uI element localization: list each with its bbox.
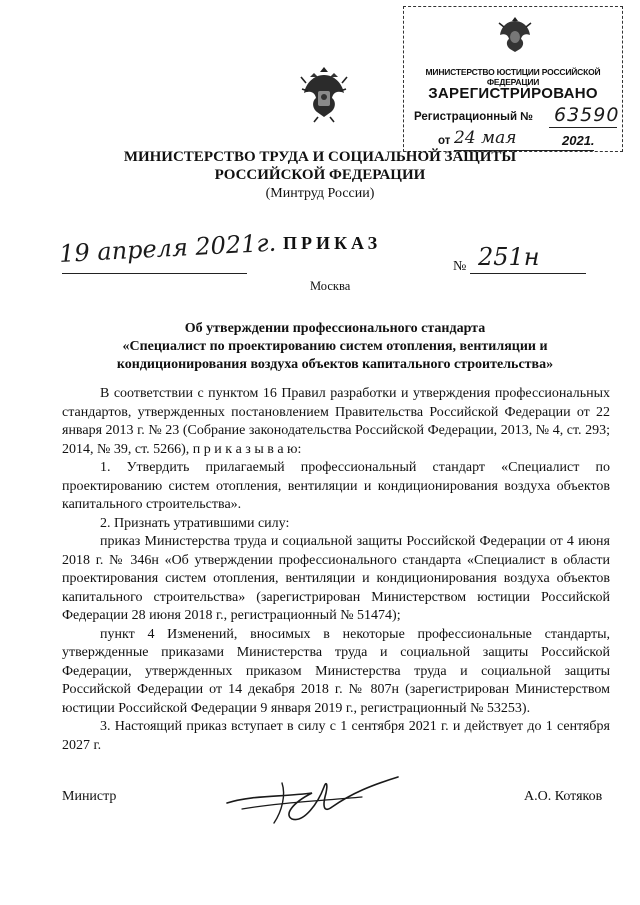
stamp-year: 2021.	[562, 133, 595, 148]
document-body	[62, 385, 610, 755]
signer-role: Министр	[62, 789, 117, 804]
body-paragraph: 3. Настоящий приказ вступает в силу с 1 сентября 2021 г. и действует до 1 сентября 2027 г.	[62, 719, 610, 753]
body-paragraph: пункт 4 Изменений, вносимых в некоторые профессиональные стандарты, утвержденные приказами Министерства труда и социальной защиты Российской Федерации, утвержденных приказом Министерства труда и социальной защиты Российской Федерации от 14 декабря 2018 г. № 807н (зарегистрирован Министерством юстиции Российской Федерации 9 января 2019 г., регистрационный № 53253).	[62, 626, 610, 716]
handwritten-date: 19 апреля 2021г.	[58, 228, 277, 268]
stamp-regno-label: Регистрационный №	[414, 111, 534, 123]
registration-stamp	[403, 6, 623, 152]
body-paragraph: В соответствии с пунктом 16 Правил разработки и утверждения профессиональных стандартов, утвержденных постановлением Правительства Российской Федерации от 22 января 2013 г. № 23 (Собрание законодательства Российской Федерации, 2013, № 4, ст. 293; 2014, № 39, ст. 5266), п р и к а з ы в а ю:	[62, 386, 610, 457]
order-number-value: 251н	[478, 243, 540, 271]
stamp-registered-label: ЗАРЕГИСТРИРОВАНО	[428, 85, 598, 102]
document-title-line2: «Специалист по проектированию систем отопления, вентиляции и	[122, 339, 548, 354]
stamp-regno-value: 63590	[554, 104, 620, 126]
body-paragraph: приказ Министерства труда и социальной защиты Российской Федерации от 4 июня 2018 г. № 346н «Об утверждении профессионального стандарта «Специалист в области проектирования систем отопления, вентиляции и кондиционирования воздуха объектов капитального строительства» (зарегистрирован Министерством юстиции Российской Федерации 28 июня 2018 г., регистрационный № 51474);	[62, 534, 610, 623]
stamp-ministry-name: МИНИСТЕРСТВО ЮСТИЦИИ РОССИЙСКОЙ ФЕДЕРАЦИИ	[425, 67, 601, 87]
date-underline	[62, 273, 247, 274]
signer-name: А.О. Котяков	[524, 789, 603, 804]
handwritten-signature	[222, 773, 407, 828]
ministry-name-line1: МИНИСТЕРСТВО ТРУДА И СОЦИАЛЬНОЙ ЗАЩИТЫ	[123, 149, 517, 165]
stamp-date-label: от	[438, 135, 451, 147]
ministry-name-line2: РОССИЙСКОЙ ФЕДЕРАЦИИ	[214, 167, 426, 183]
order-title: ПРИКАЗ	[283, 233, 382, 253]
document-title-line1: Об утверждении профессионального стандарта	[184, 321, 486, 336]
document-title	[70, 320, 600, 374]
stamp-emblem-icon	[497, 13, 533, 53]
body-paragraph: 1. Утвердить прилагаемый профессиональный стандарт «Специалист по проектированию систем отопления, вентиляции и кондиционирования воздуха объектов капитального строительства».	[62, 460, 610, 512]
order-city: Москва	[310, 279, 351, 293]
stamp-date-value: 24 мая	[454, 128, 517, 148]
ministry-short-name: (Минтруд России)	[265, 186, 375, 201]
document-title-line3: кондиционирования воздуха объектов капитального строительства»	[116, 357, 554, 372]
body-paragraph: 2. Признать утратившими силу:	[100, 515, 290, 531]
order-number-underline	[470, 273, 586, 274]
order-number-sign: №	[453, 259, 467, 274]
stamp-regno-underline	[549, 127, 617, 128]
coat-of-arms-icon	[300, 65, 348, 123]
ministry-name	[0, 148, 640, 184]
